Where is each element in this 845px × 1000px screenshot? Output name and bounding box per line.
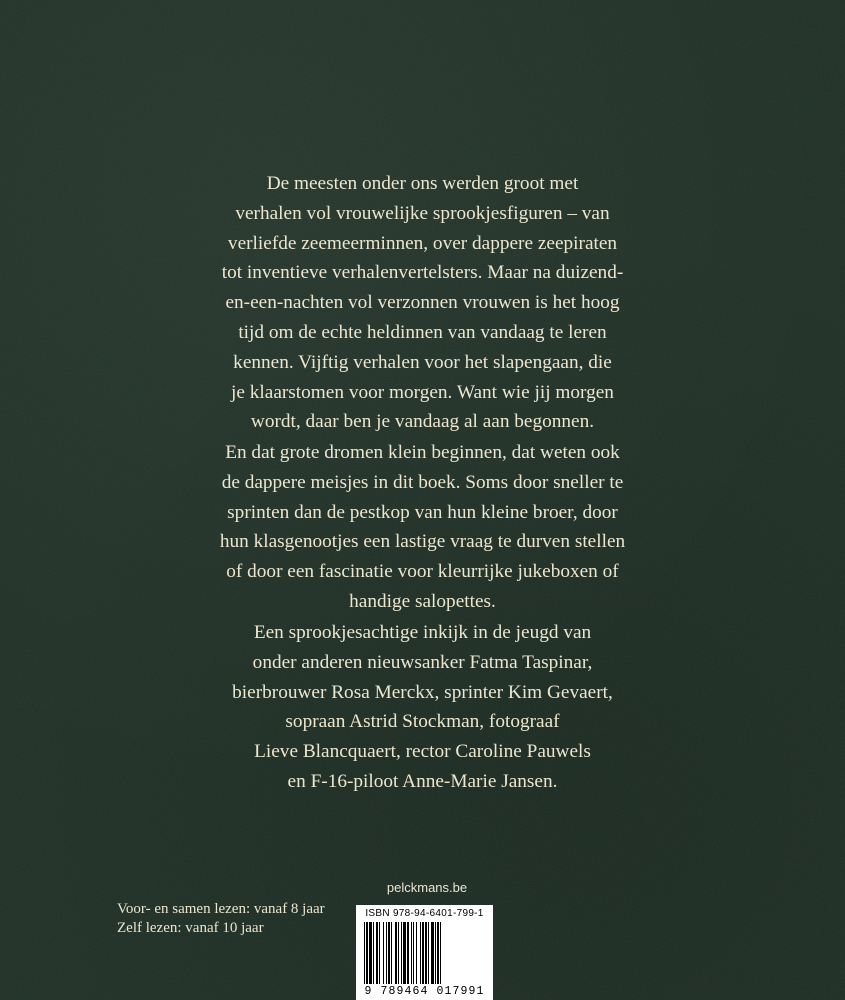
blurb-line: bierbrouwer Rosa Merckx, sprinter Kim Gevaert,	[232, 681, 613, 703]
isbn-barcode	[356, 905, 493, 1000]
blurb-paragraph-3	[105, 618, 740, 797]
blurb-line: En dat grote dromen klein beginnen, dat weten ook	[225, 442, 620, 463]
blurb-line: tot inventieve verhalenvertelsters. Maar na duizend-	[221, 262, 624, 284]
blurb-line: verliefde zeemeerminnen, over dappere zeepiraten	[227, 232, 618, 254]
blurb-line: kennen. Vijftig verhalen voor het slapengaan, die	[233, 351, 612, 373]
barcode-bars	[364, 922, 485, 984]
blurb-line: en-een-nachten vol verzonnen vrouwen is het hoog	[225, 292, 620, 314]
blurb-line: en F-16-piloot Anne-Marie Jansen.	[287, 770, 558, 792]
blurb-line: de dappere meisjes in dit boek. Soms door sneller te	[221, 471, 624, 493]
blurb-paragraph-1	[105, 169, 740, 437]
reading-age-info	[117, 900, 325, 938]
blurb-line: Een sprookjesachtige inkijk in de jeugd van	[253, 622, 592, 643]
blurb-line: je klaarstomen voor morgen. Want wie jij morgen	[231, 381, 614, 403]
blurb-line: verhalen vol vrouwelijke sprookjesfiguren – van	[235, 202, 610, 224]
publisher-url: pelckmans.be	[386, 880, 468, 895]
blurb-line: wordt, daar ben je vandaag al aan begonnen.	[250, 411, 595, 433]
blurb-line: handige salopettes.	[349, 590, 496, 612]
blurb-line: tijd om de echte heldinnen van vandaag te leren	[238, 321, 607, 343]
age-line-shared-reading: Voor- en samen lezen: vanaf 8 jaar	[117, 901, 325, 917]
blurb-line: sopraan Astrid Stockman, fotograaf	[285, 711, 560, 733]
blurb-line: onder anderen nieuwsanker Fatma Taspinar,	[252, 651, 593, 673]
blurb-line: Lieve Blancquaert, rector Caroline Pauwels	[254, 741, 591, 763]
blurb-paragraph-2	[105, 438, 740, 617]
isbn-label: ISBN 978-94-6401-799-1	[365, 908, 484, 919]
blurb-line: hun klasgenootjes een lastige vraag te durven stellen	[219, 531, 626, 553]
blurb-line: De meesten onder ons werden groot met	[266, 173, 579, 194]
barcode-digits: 9 789464 017991	[364, 985, 485, 998]
blurb-line: sprinten dan de pestkop van hun kleine broer, door	[227, 501, 618, 523]
age-line-self-reading: Zelf lezen: vanaf 10 jaar	[117, 920, 264, 936]
blurb-line: of door een fascinatie voor kleurrijke jukeboxen of	[226, 561, 619, 583]
